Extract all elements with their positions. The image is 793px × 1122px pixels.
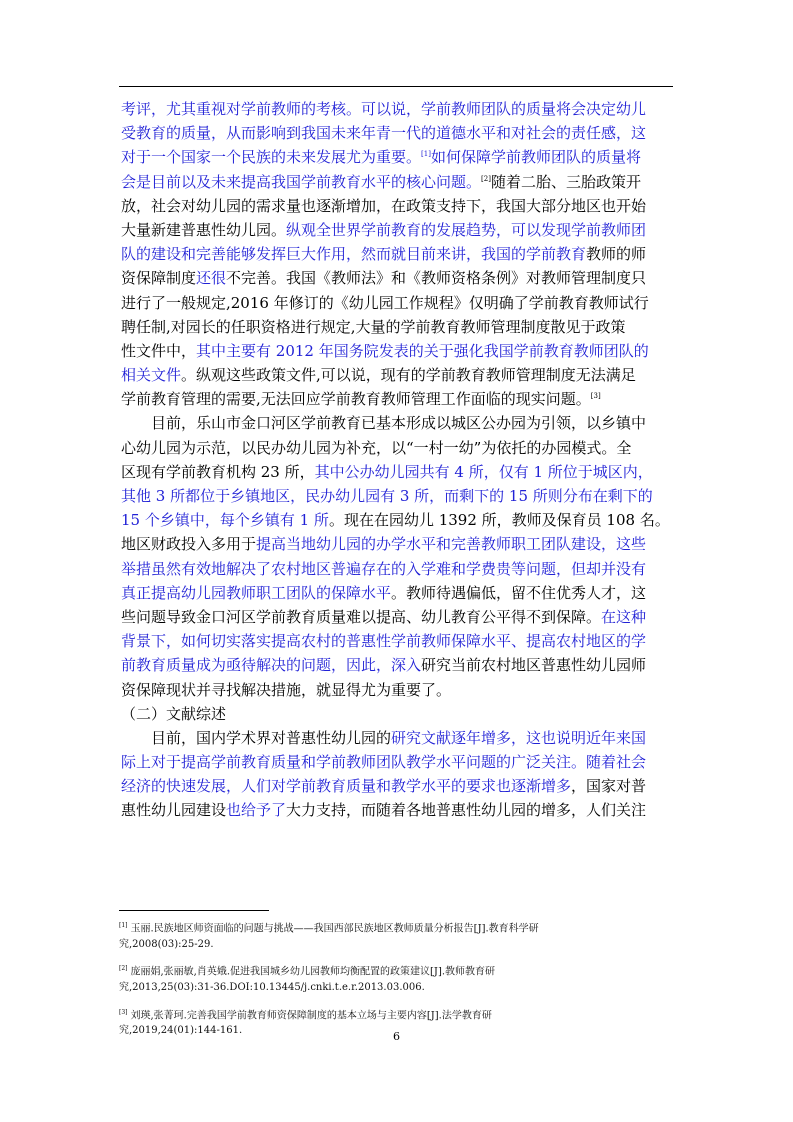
text-segment: 。教师待遇偏低，留不住优秀人才，这: [391, 583, 647, 602]
text-segment: 研究文献逐年增多，这也说明近年来国: [391, 728, 647, 747]
text-segment: 在这种: [601, 607, 647, 626]
text-line: [121, 339, 673, 363]
text-segment: 真正提高幼儿园教师职工团队的保障水平: [121, 583, 392, 602]
text-segment: 经济的快速发展，人们对学前教育质量和教学水平的要求也逐渐增多: [121, 777, 572, 796]
text-line: [121, 460, 673, 484]
text-line: [121, 653, 673, 677]
text-segment: 惠性幼儿园建设: [121, 801, 227, 820]
footnote-number: [3]: [119, 1008, 128, 1016]
text-line: [121, 194, 673, 218]
text-line: [121, 121, 673, 145]
citation-marker: [2]: [481, 174, 491, 183]
text-segment: 放，社会对幼儿园的需求量也逐渐增加，在政策支持下，我国大部分地区也开始: [121, 196, 647, 215]
text-segment: 15 个乡镇中，每个乡镇有 1 所: [121, 511, 329, 530]
text-line: [121, 242, 673, 266]
footnote-text: 玉丽.民族地区师资面临的问题与挑战——我国西部民族地区教师质量分析报告[J].教育科学研: [130, 923, 539, 935]
text-line: [121, 266, 673, 290]
text-line: [121, 387, 673, 411]
footnotes: [119, 918, 679, 1048]
text-segment: 受教育的质量，从而影响到我国未来年青一代的道德水平和对社会的责任感，这: [121, 124, 647, 143]
text-line: [121, 581, 673, 605]
citation-marker: [3]: [590, 392, 601, 401]
footnote: [119, 961, 679, 995]
text-segment: 举措虽然有效地解决了农村地区普遍存在的入学难和学费贵等问题，但却并没有: [121, 559, 647, 578]
footnote-number: [1]: [119, 922, 128, 929]
text-segment: 区现有学前教育机构 23 所，: [121, 462, 315, 481]
text-line: [121, 750, 673, 774]
citation-marker: [1]: [421, 150, 431, 159]
text-segment: 还很: [196, 269, 227, 288]
text-line: [121, 218, 673, 242]
text-segment: 随着二胎、三胎政策开: [490, 172, 641, 191]
text-line: [121, 629, 673, 653]
text-line: [121, 702, 673, 726]
text-segment: ，国家对普: [571, 777, 647, 796]
text-segment: 其中公办幼儿园共有 4 所，仅有 1 所位于城区内，: [314, 462, 653, 481]
text-line: [121, 291, 673, 315]
text-segment: 学前教育管理的需要,无法回应学前教育教师管理工作面临的现实问题。: [121, 390, 591, 409]
text-line: [121, 363, 673, 387]
text-segment: 大力支持，而随着各地普惠性幼儿园的增多，人们关注: [286, 801, 647, 820]
text-segment: 资保障现状并寻找解决措施，就显得尤为重要了。: [121, 680, 452, 699]
text-line: [121, 532, 673, 556]
text-segment: 也给予了: [226, 801, 287, 820]
text-line: [121, 508, 673, 532]
text-line: [121, 484, 673, 508]
text-segment: 纵观全世界学前教育的发展趋势，可以发现学前教师团: [286, 220, 647, 239]
text-segment: 考评，尤其重视对学前教师的考核。可以说，学前教师团队的质量将会决定幼儿: [121, 100, 647, 118]
text-line: [121, 798, 673, 822]
text-line: [121, 97, 673, 121]
footnote-text: 刘瑛,张菁珂.完善我国学前教育师资保障制度的基本立场与主要内容[J].法学教育研: [130, 1009, 492, 1021]
text-segment: 不完善。我国《教师法》和《教师资格条例》对教师管理制度只: [226, 269, 647, 288]
text-segment: 前教育质量成为亟待解决的问题，因此，深入: [121, 656, 422, 675]
body-text: [121, 97, 673, 823]
footnote-text-continued: 究,2019,24(01):144-161.: [119, 1025, 243, 1037]
text-segment: 些问题导致金口河区学前教育质量难以提高、幼儿教育公平得不到保障。: [121, 607, 602, 626]
text-segment: 。纵观这些政策文件,可以说，现有的学前教育教师管理制度无法满足: [181, 366, 636, 385]
text-segment: 对于一个国家一个民族的未来发展尤为重要。: [121, 148, 422, 167]
text-segment: 。现在在园幼儿 1392 所，教师及保育员 108 名。: [328, 511, 670, 530]
text-line: [121, 411, 673, 435]
text-line: [121, 605, 673, 629]
text-segment: 教师的师: [586, 245, 647, 264]
text-line: [121, 774, 673, 798]
footnote: [119, 918, 679, 952]
text-segment: 进行了一般规定,2016 年修订的《幼儿园工作规程》仅明确了学前教育教师试行: [121, 293, 649, 312]
text-segment: 目前，乐山市金口河区学前教育已基本形成以城区公办园为引领，以乡镇中: [121, 414, 647, 433]
text-line: [121, 170, 673, 194]
text-line: [121, 315, 673, 339]
text-segment: 际上对于提高学前教育质量和学前教师团队教学水平问题的广泛关注。随着社会: [121, 753, 647, 772]
section-heading: （二）文献综述: [121, 704, 227, 723]
text-segment: 大量新建普惠性幼儿园。: [121, 220, 287, 239]
footnote-text: 庞丽娟,张丽敏,肖英娥.促进我国城乡幼儿园教师均衡配置的政策建议[J].教师教育研: [130, 966, 496, 978]
text-segment: 背景下，如何切实落实提高农村的普惠性学前教师保障水平、提高农村地区的学: [121, 632, 647, 651]
text-line: [121, 678, 673, 702]
text-segment: 相关文件: [121, 366, 182, 385]
footnote-separator: [119, 910, 269, 911]
footnote-number: [2]: [119, 965, 128, 973]
text-segment: 目前，国内学术界对普惠性幼儿园的: [121, 728, 392, 747]
text-segment: 性文件中，: [121, 341, 197, 360]
text-line: [121, 726, 673, 750]
text-segment: 资保障制度: [121, 269, 197, 288]
text-line: [121, 436, 673, 460]
text-segment: 队的建设和完善能够发挥巨大作用，然而就目前来讲，我国的学前教育: [121, 245, 587, 264]
text-segment: 地区财政投入多用于: [121, 535, 257, 554]
page-number: 6: [393, 1030, 400, 1043]
footnote-text-continued: 究,2008(03):25-29.: [119, 938, 214, 950]
header-rule: [119, 86, 673, 87]
text-segment: 聘任制,对园长的任职资格进行规定,大量的学前教育教师管理制度散见于政策: [121, 317, 626, 336]
text-segment: 如何保障学前教师团队的质量将: [430, 148, 641, 167]
text-line: [121, 557, 673, 581]
footnote-text-continued: 究,2013,25(03):31-36.DOI:10.13445/j.cnki.t.e.r.2013.03.006.: [119, 982, 425, 994]
text-segment: 提高当地幼儿园的办学水平和完善教师职工团队建设，这些: [256, 535, 647, 554]
text-segment: 其他 3 所都位于乡镇地区，民办幼儿园有 3 所，而剩下的 15 所则分布在剩下的: [121, 487, 653, 505]
text-line: [121, 145, 673, 169]
text-segment: 会是目前以及未来提高我国学前教育水平的核心问题。: [121, 172, 482, 191]
text-segment: 研究当前农村地区普惠性幼儿园师: [421, 656, 647, 675]
text-segment: 其中主要有 2012 年国务院发表的关于强化我国学前教育教师团队的: [196, 341, 649, 360]
text-segment: 心幼儿园为示范，以民办幼儿园为补充，以“一村一幼”为依托的办园模式。全: [121, 438, 632, 457]
